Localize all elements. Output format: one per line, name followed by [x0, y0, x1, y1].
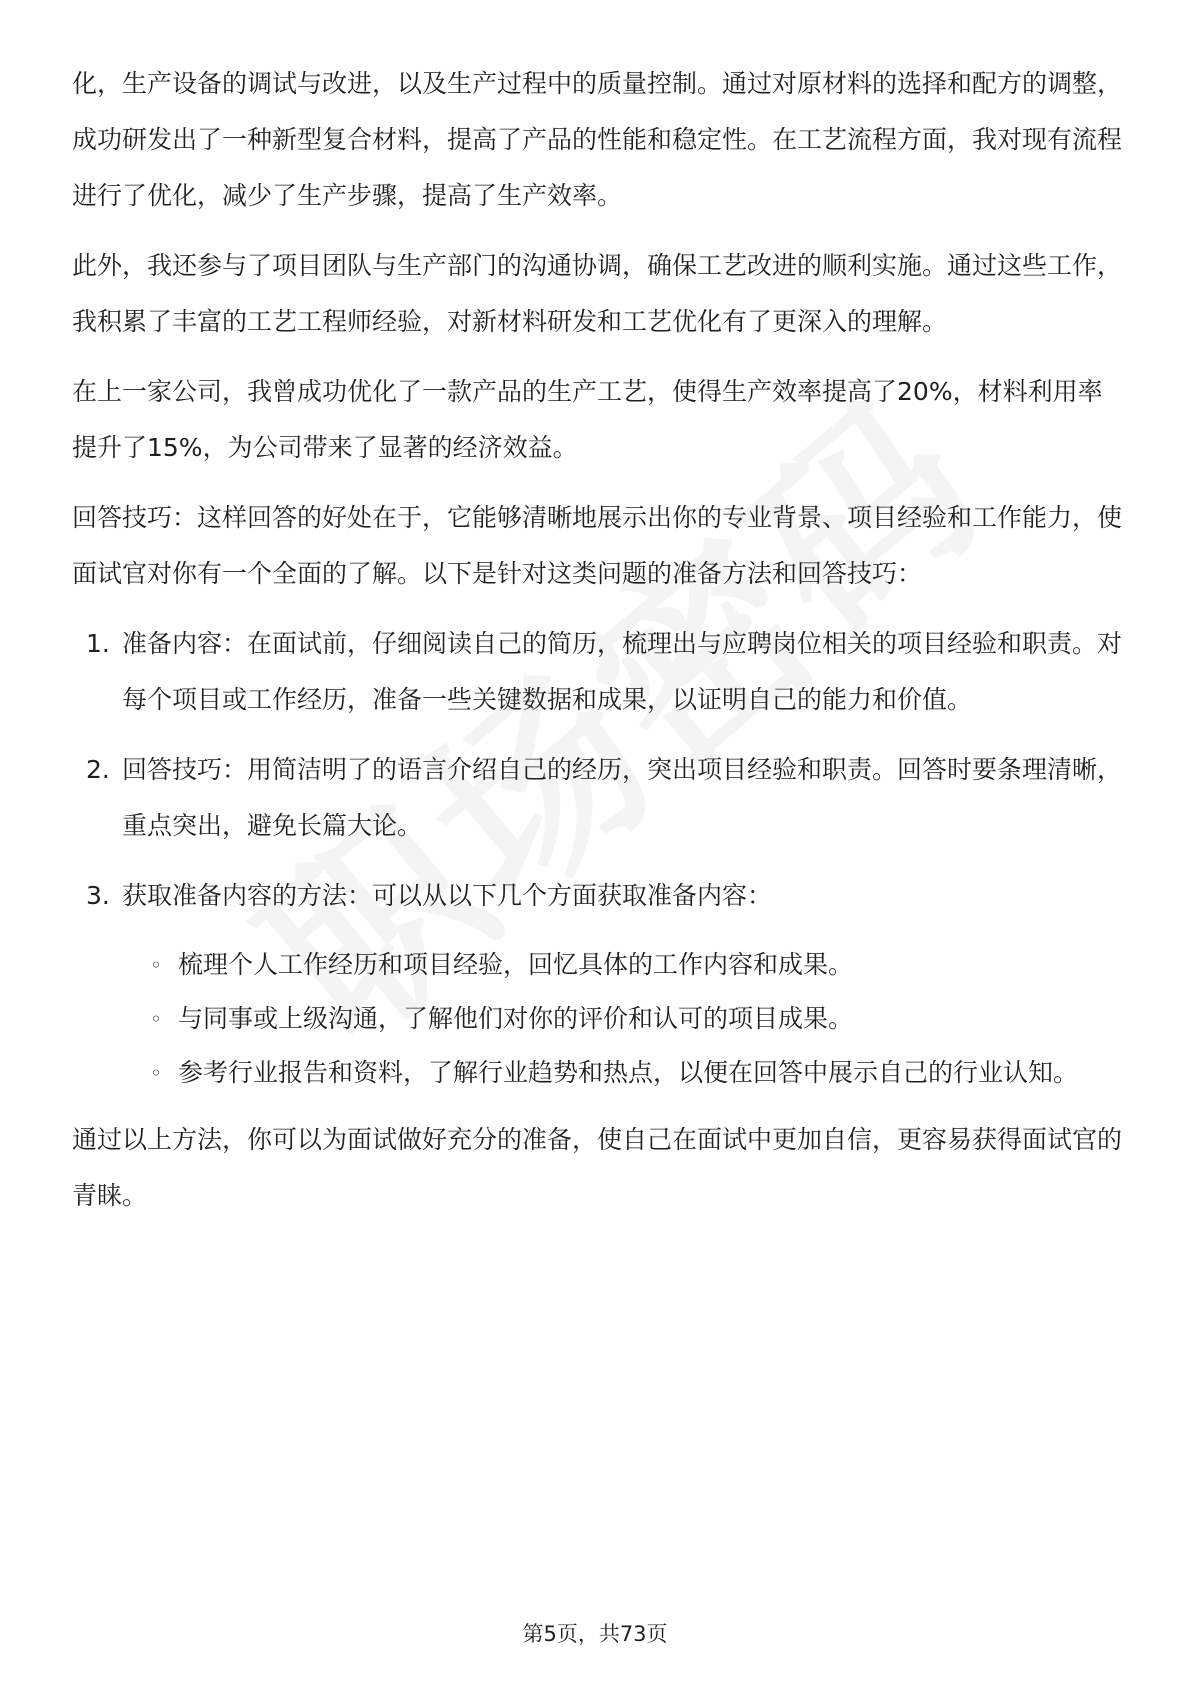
- sub-list-item-text: 参考行业报告和资料，了解行业趋势和热点，以便在回答中展示自己的行业认知。: [178, 1058, 1079, 1087]
- page-footer: 第5页，共73页: [522, 1622, 668, 1646]
- sub-list-item: [72, 938, 1122, 992]
- sub-list-item-text: 与同事或上级沟通，了解他们对你的评价和认可的项目成果。: [178, 1004, 854, 1033]
- list-number: 1.: [86, 629, 110, 658]
- list-item-text: 准备内容：在面试前，仔细阅读自己的简历，梳理出与应聘岗位相关的项目经验和职责。对每个项目或工作经历，准备一些关键数据和成果，以证明自己的能力和价值。: [122, 629, 1123, 714]
- paragraph-answer-tips: 回答技巧：这样回答的好处在于，它能够清晰地展示出你的专业背景、项目经验和工作能力，使面试官对你有一个全面的了解。以下是针对这类问题的准备方法和回答技巧：: [72, 503, 1123, 588]
- sub-list-item: [72, 992, 1122, 1046]
- list-item-text: 回答技巧：用简洁明了的语言介绍自己的经历，突出项目经验和职责。回答时要条理清晰，重点突出，避免长篇大论。: [122, 755, 1123, 840]
- numbered-item-1: [72, 616, 1122, 728]
- sub-list-item-text: 梳理个人工作经历和项目经验，回忆具体的工作内容和成果。: [178, 950, 854, 979]
- numbered-item-3: [72, 868, 1122, 924]
- list-item-text: 获取准备内容的方法：可以从以下几个方面获取准备内容：: [122, 881, 773, 910]
- list-number: 2.: [86, 755, 110, 784]
- sub-list-item: [72, 1046, 1122, 1100]
- bullet-circle-icon: ◦: [150, 953, 162, 977]
- paragraph-process-work: 化，生产设备的调试与改进，以及生产过程中的质量控制。通过对原材料的选择和配方的调整，成功研发出了一种新型复合材料，提高了产品的性能和稳定性。在工艺流程方面，我对现有流程进行了优化，减少了生产步骤，提高了生产效率。: [72, 69, 1123, 210]
- paragraph-closing: 通过以上方法，你可以为面试做好充分的准备，使自己在面试中更加自信，更容易获得面试官的青睐。: [72, 1125, 1123, 1210]
- paragraph-achievement: 在上一家公司，我曾成功优化了一款产品的生产工艺，使得生产效率提高了20%，材料利用率提升了15%，为公司带来了显著的经济效益。: [72, 377, 1103, 462]
- sub-bullet-list: [72, 938, 1122, 1100]
- paragraph-coordination: 此外，我还参与了项目团队与生产部门的沟通协调，确保工艺改进的顺利实施。通过这些工作，我积累了丰富的工艺工程师经验，对新材料研发和工艺优化有了更深入的理解。: [72, 251, 1123, 336]
- numbered-item-2: [72, 742, 1122, 854]
- list-number: 3.: [86, 881, 110, 910]
- document-body: [72, 56, 1122, 1238]
- bullet-circle-icon: ◦: [150, 1007, 162, 1031]
- bullet-circle-icon: ◦: [150, 1061, 162, 1085]
